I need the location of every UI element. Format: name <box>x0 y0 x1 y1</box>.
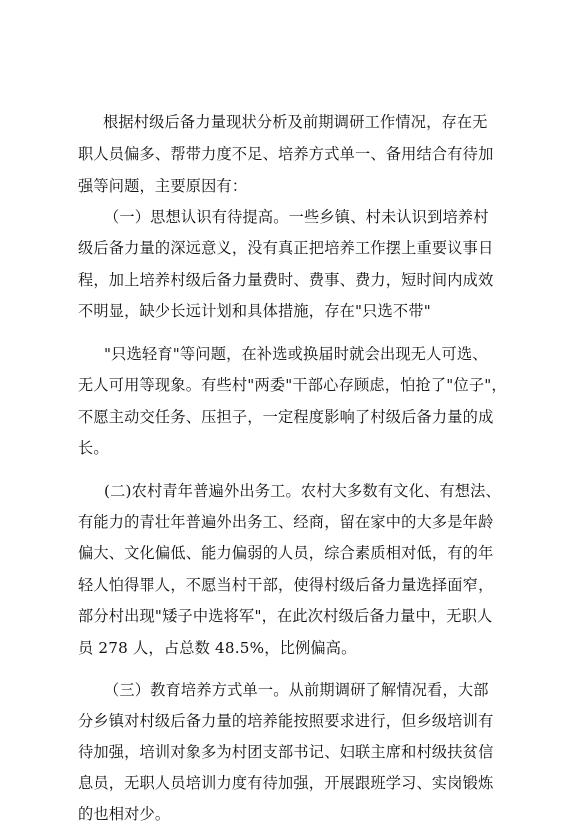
section-1-line-2: 级后备力量的深远意义，没有真正把培养工作摆上重要议事日 <box>78 239 494 257</box>
section-1-heading-line: （一）思想认识有待提高。一些乡镇、村未认识到培养村 <box>104 208 489 226</box>
section-1-cont-line-2: 无人可用等现象。有些村"两委"干部心存顾虑，怕抢了"位子"， <box>78 376 507 394</box>
section-2-line-2: 有能力的青壮年普遍外出务工、经商，留在家中的大多是年龄 <box>78 513 494 531</box>
section-2-line-4: 轻人怕得罪人，不愿当村干部，使得村级后备力量选择面窄， <box>78 576 494 594</box>
intro-line-1: 根据村级后备力量现状分析及前期调研工作情况，存在无 <box>103 113 488 131</box>
section-1-cont-line-3: 不愿主动交任务、压担子，一定程度影响了村级后备力量的成 <box>78 408 494 426</box>
section-2-line-6: 员 278 人，占总数 48.5%，比例偏高。 <box>78 639 357 657</box>
section-3-line-3: 待加强，培训对象多为村团支部书记、妇联主席和村级扶贫信 <box>78 743 494 761</box>
section-1-cont-line-4: 长。 <box>78 439 109 457</box>
intro-line-2: 职人员偏多、帮带力度不足、培养方式单一、备用结合有待加 <box>78 145 494 163</box>
section-3-line-4: 息员，无职人员培训力度有待加强，开展跟班学习、实岗锻炼 <box>78 774 494 792</box>
section-3-line-5: 的也相对少。 <box>78 805 171 823</box>
section-3-heading-line: （三）教育培养方式单一。从前期调研了解情况看，大部 <box>104 681 489 699</box>
section-2-line-3: 偏大、文化偏低、能力偏弱的人员，综合素质相对低，有的年 <box>78 544 494 562</box>
section-1-cont-line-1: "只选轻育"等问题，在补选或换届时就会出现无人可选、 <box>104 345 488 363</box>
section-1-line-4: 不明显，缺少长远计划和具体措施，存在"只选不带" <box>78 302 431 320</box>
section-3-line-2: 分乡镇对村级后备力量的培养能按照要求进行，但乡级培训有 <box>78 712 494 730</box>
intro-line-3: 强等问题，主要原因有： <box>78 177 248 195</box>
section-2-line-5: 部分村出现"矮子中选将军"，在此次村级后备力量中，无职人 <box>78 607 493 625</box>
section-2-heading-line: (二)农村青年普遍外出务工。农村大多数有文化、有想法、 <box>104 482 501 500</box>
section-1-line-3: 程，加上培养村级后备力量费时、费事、费力，短时间内成效 <box>78 271 494 289</box>
